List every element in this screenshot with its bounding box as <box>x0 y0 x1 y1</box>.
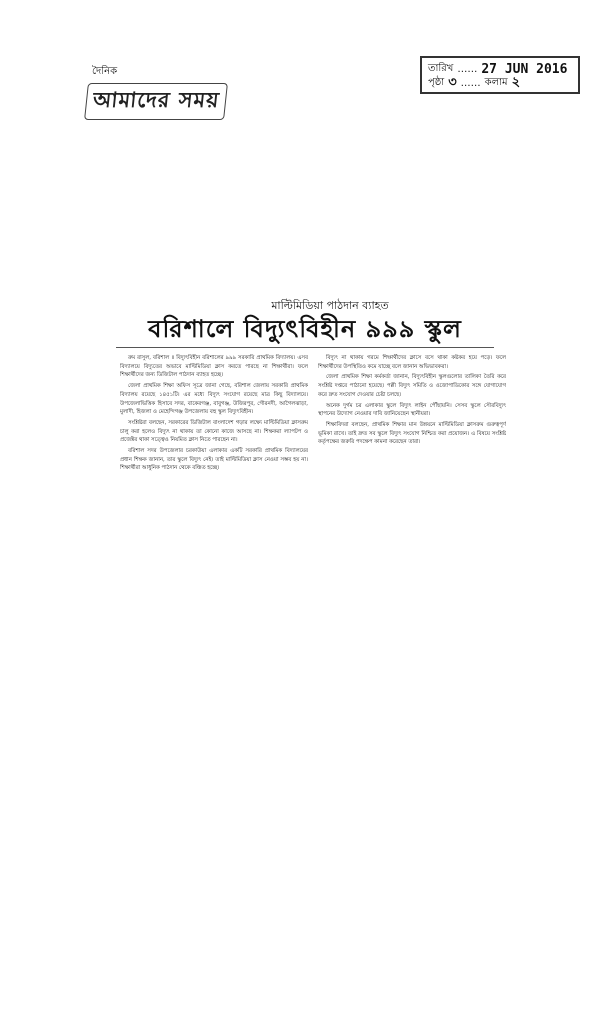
column-label: কলাম <box>484 76 508 88</box>
paragraph: অনেক দুর্গম চর এলাকার স্কুলে বিদ্যুৎ লাইন পৌঁছায়নি। সেসব স্কুলে সৌরবিদ্যুৎ স্থাপনের উদ্যোগ নেওয়ার দাবি জানিয়েছেন স্থানীয়রা। <box>318 402 506 418</box>
date-value: 27 JUN 2016 <box>481 61 568 77</box>
date-label: তারিখ <box>428 62 454 74</box>
column-value: ২ <box>511 74 521 90</box>
paragraph: শিক্ষাবিদরা বলছেন, প্রাথমিক শিক্ষার মান উন্নয়নে মাল্টিমিডিয়া ক্লাসরুম গুরুত্বপূর্ণ ভূমিকা রাখে। তাই দ্রুত সব স্কুলে বিদ্যুৎ সংযোগ নিশ্চিত করা প্রয়োজন। এ বিষয়ে সংশ্লিষ্ট কর্তৃপক্ষের জরুরি পদক্ষেপ কামনা করেছেন তারা। <box>318 421 506 446</box>
masthead-logo: আমাদের সময় <box>84 83 228 120</box>
article-headline: বরিশালে বিদ্যুৎবিহীন ৯৯৯ স্কুল <box>116 311 494 348</box>
article-kicker: মাল্টিমিডিয়া পাঠদান ব্যাহত <box>271 299 389 312</box>
archive-stamp: তারিখ …… 27 JUN 2016 পৃষ্ঠা ৩ …… কলাম ২ <box>420 56 580 94</box>
article-column-right <box>318 354 506 584</box>
newspaper-masthead <box>86 64 226 120</box>
masthead-label: দৈনিক <box>92 66 118 77</box>
paragraph: জেলা প্রাথমিক শিক্ষা অফিস সূত্রে জানা গেছে, বরিশাল জেলায় সরকারি প্রাথমিক বিদ্যালয় রয়েছে ১৪৫১টি। এর মধ্যে বিদ্যুৎ সংযোগ রয়েছে মাত্র কিছু বিদ্যালয়ে। উপজেলাভিত্তিক হিসাবে সদর, বাকেরগঞ্জ, বাবুগঞ্জ, উজিরপুর, গৌরনদী, আগৈলঝাড়া, মুলাদী, হিজলা ও মেহেন্দিগঞ্জ উপজেলায় বহু স্কুল বিদ্যুৎবিহীন। <box>120 383 308 416</box>
article-column-left <box>120 354 308 597</box>
page-label: পৃষ্ঠা <box>428 76 445 88</box>
paragraph: রুম রাসুল, বরিশাল ॥ বিদ্যুৎবিহীন বরিশালের ৯৯৯ সরকারি প্রাথমিক বিদ্যালয়। এসব বিদ্যালয়ে বিদ্যুতের অভাবে মাল্টিমিডিয়া ক্লাস করতে পারছে না শিক্ষার্থীরা। ফলে শিক্ষার্থীদের জন্য ডিজিটাল পাঠদান ব্যাহত হচ্ছে। <box>120 355 308 379</box>
page-value: ৩ <box>448 74 457 90</box>
paragraph: বরিশাল সদর উপজেলার চরকাউয়া এলাকার একটি সরকারি প্রাথমিক বিদ্যালয়ের প্রধান শিক্ষক জানান, তার স্কুলে বিদ্যুৎ নেই। তাই মাল্টিমিডিয়া ক্লাস নেওয়া সম্ভব হয় না। শিক্ষার্থীরা আধুনিক পাঠদান থেকে বঞ্চিত হচ্ছে। <box>120 448 308 472</box>
paragraph: সংশ্লিষ্টরা বলছেন, সরকারের ডিজিটাল বাংলাদেশ গড়ার লক্ষ্যে মাল্টিমিডিয়া ক্লাসরুম চালু করা হলেও বিদ্যুৎ না থাকায় তা কোনো কাজে আসছে না। শিক্ষকরা ল্যাপটপ ও প্রজেক্টর থাকা সত্ত্বেও নিয়মিত ক্লাস নিতে পারছেন না। <box>120 419 308 444</box>
paragraph: বিদ্যুৎ না থাকায় গরমে শিক্ষার্থীদের ক্লাসে বসে থাকা কষ্টকর হয়ে পড়ে। ফলে শিক্ষার্থীদের উপস্থিতিও কমে যাচ্ছে বলে জানান অভিভাবকরা। <box>318 355 506 370</box>
paragraph: জেলা প্রাথমিক শিক্ষা কর্মকর্তা জানান, বিদ্যুৎবিহীন স্কুলগুলোর তালিকা তৈরি করে সংশ্লিষ্ট দপ্তরে পাঠানো হয়েছে। পল্লী বিদ্যুৎ সমিতি ও ওজোপাডিকোর সঙ্গে যোগাযোগ করে দ্রুত সংযোগ দেওয়ার চেষ্টা চলছে। <box>318 374 506 398</box>
